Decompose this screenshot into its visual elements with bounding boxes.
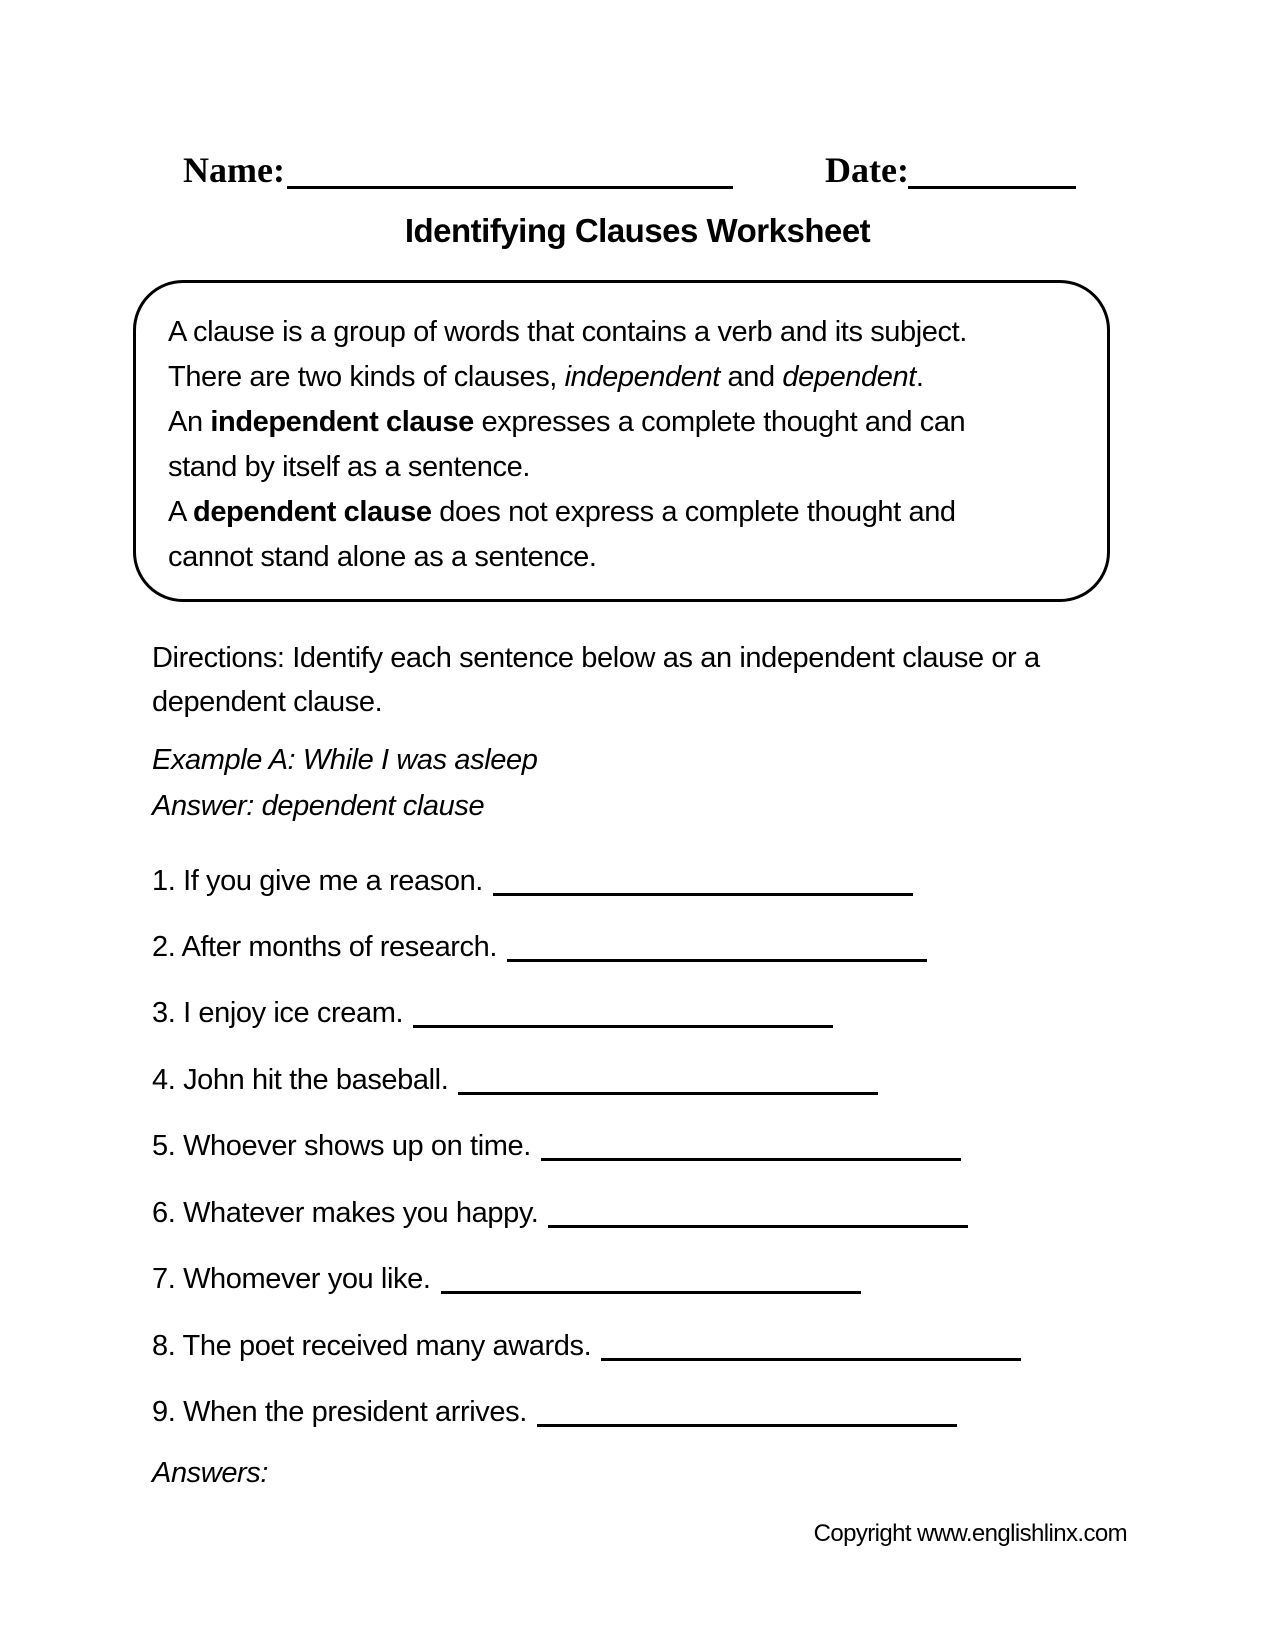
item-number: 7.	[152, 1263, 176, 1295]
directions-line: Directions: Identify each sentence below as an independent clause or a	[152, 642, 1040, 674]
text-run: An	[168, 406, 211, 438]
text-run: There are two kinds of clauses,	[168, 361, 565, 393]
worksheet-item	[152, 1122, 961, 1164]
copyright-text: Copyright www.englishlinx.com	[813, 1520, 1127, 1547]
item-number: 8.	[152, 1330, 176, 1362]
italic-term: independent	[564, 361, 720, 393]
answer-blank-line	[441, 1261, 861, 1294]
answer-blank-line	[537, 1394, 957, 1427]
item-number: 3.	[152, 997, 176, 1029]
definition-line	[168, 400, 1081, 445]
text-run: A	[168, 496, 193, 528]
text-run: and	[719, 361, 783, 393]
answer-blank-line	[541, 1128, 961, 1161]
item-sentence: Whatever makes you happy.	[183, 1197, 539, 1229]
item-sentence: Whoever shows up on time.	[183, 1130, 531, 1162]
answer-blank-line	[493, 863, 913, 896]
example-answer-line: Answer: dependent clause	[152, 790, 485, 822]
text-run: does not express a complete thought and	[431, 496, 956, 528]
item-sentence: When the president arrives.	[183, 1396, 527, 1428]
name-blank-line	[287, 186, 733, 189]
answer-blank-line	[458, 1062, 878, 1095]
definition-box	[133, 280, 1110, 602]
worksheet-item	[152, 857, 913, 899]
worksheet-item	[152, 1056, 878, 1098]
example-line: Example A: While I was asleep	[152, 744, 538, 776]
date-label: Date:	[825, 150, 909, 190]
item-number: 6.	[152, 1197, 176, 1229]
answer-blank-line	[413, 995, 833, 1028]
italic-term: dependent	[782, 361, 916, 393]
item-sentence: I enjoy ice cream.	[183, 997, 404, 1029]
bold-term: dependent clause	[193, 496, 432, 528]
item-number: 2.	[152, 931, 176, 963]
item-sentence: The poet received many awards.	[182, 1330, 592, 1362]
worksheet-item	[152, 1189, 968, 1231]
item-number: 1.	[152, 865, 176, 897]
definition-line: cannot stand alone as a sentence.	[168, 541, 597, 573]
date-blank-line	[908, 186, 1076, 189]
answer-blank-line	[507, 929, 927, 962]
text-run: expresses a complete thought and can	[473, 406, 966, 438]
answer-blank-line	[601, 1328, 1021, 1361]
worksheet-item	[152, 989, 833, 1031]
worksheet-item	[152, 923, 927, 965]
definition-line	[168, 355, 1081, 400]
item-number: 9.	[152, 1396, 176, 1428]
item-sentence: Whomever you like.	[183, 1263, 431, 1295]
worksheet-item	[152, 1388, 957, 1430]
worksheet-item	[152, 1255, 861, 1297]
directions	[152, 636, 1212, 724]
answer-blank-line	[548, 1195, 968, 1228]
item-sentence: John hit the baseball.	[183, 1064, 449, 1096]
definition-line	[168, 490, 1081, 535]
item-sentence: If you give me a reason.	[183, 865, 483, 897]
name-label: Name:	[183, 150, 285, 190]
item-number: 5.	[152, 1130, 176, 1162]
item-number: 4.	[152, 1064, 176, 1096]
definition-line: stand by itself as a sentence.	[168, 451, 530, 483]
worksheet-item	[152, 1322, 1021, 1364]
text-run: .	[915, 361, 924, 393]
bold-term: independent clause	[210, 406, 474, 438]
answers-label: Answers:	[152, 1457, 269, 1489]
definition-line: A clause is a group of words that contains a verb and its subject.	[168, 316, 967, 348]
directions-line: dependent clause.	[152, 686, 383, 718]
item-sentence: After months of research.	[181, 931, 498, 963]
page-title: Identifying Clauses Worksheet	[404, 212, 871, 249]
